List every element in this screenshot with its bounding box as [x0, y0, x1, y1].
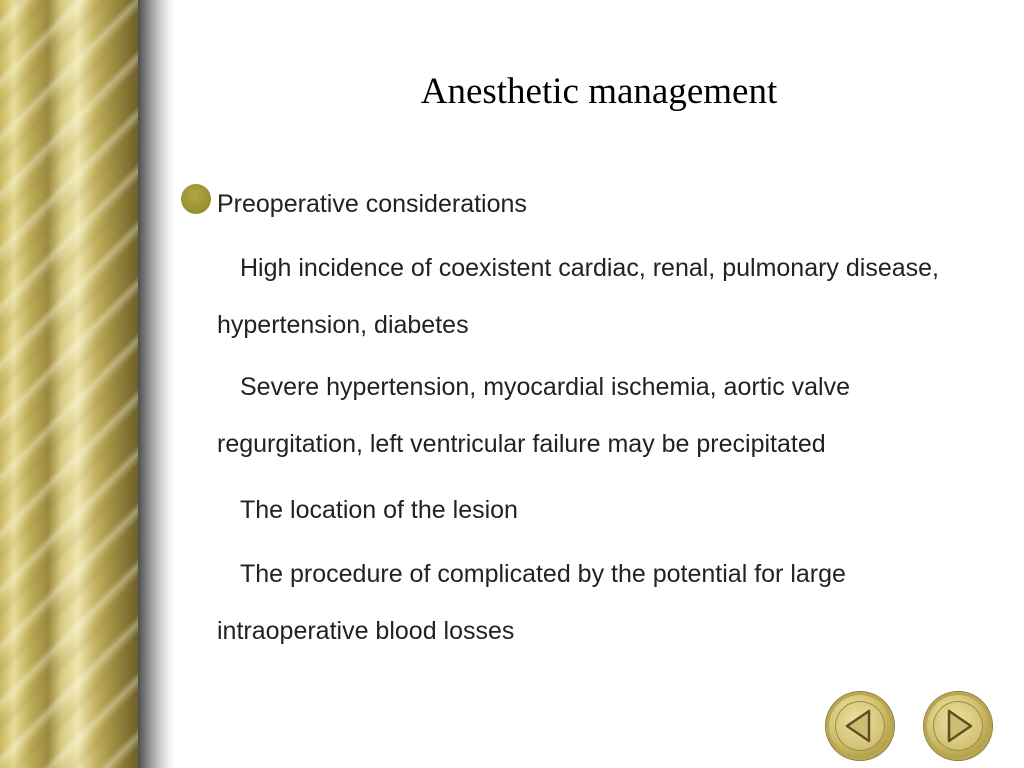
triangle-right-icon [924, 692, 992, 760]
column-shadow [138, 0, 174, 768]
previous-slide-button[interactable] [826, 692, 894, 760]
next-slide-button[interactable] [924, 692, 992, 760]
bullet-icon [181, 184, 211, 214]
slide-title: Anesthetic management [420, 71, 778, 112]
main-bullet-item: Preoperative considerations [217, 190, 527, 218]
sub-item-comorbidities: High incidence of coexistent cardiac, renal, pulmonary disease, hypertension, diabetes [217, 254, 939, 339]
sub-item-hemodynamic-risks: Severe hypertension, myocardial ischemia, aortic valve regurgitation, left ventricular failure may be precipitated [217, 373, 850, 458]
sub-item-lesion-location: The location of the lesion [240, 496, 518, 524]
triangle-left-icon [826, 692, 894, 760]
sub-item-blood-loss: The procedure of complicated by the potential for large intraoperative blood losses [217, 560, 846, 645]
decorative-column [0, 0, 138, 768]
